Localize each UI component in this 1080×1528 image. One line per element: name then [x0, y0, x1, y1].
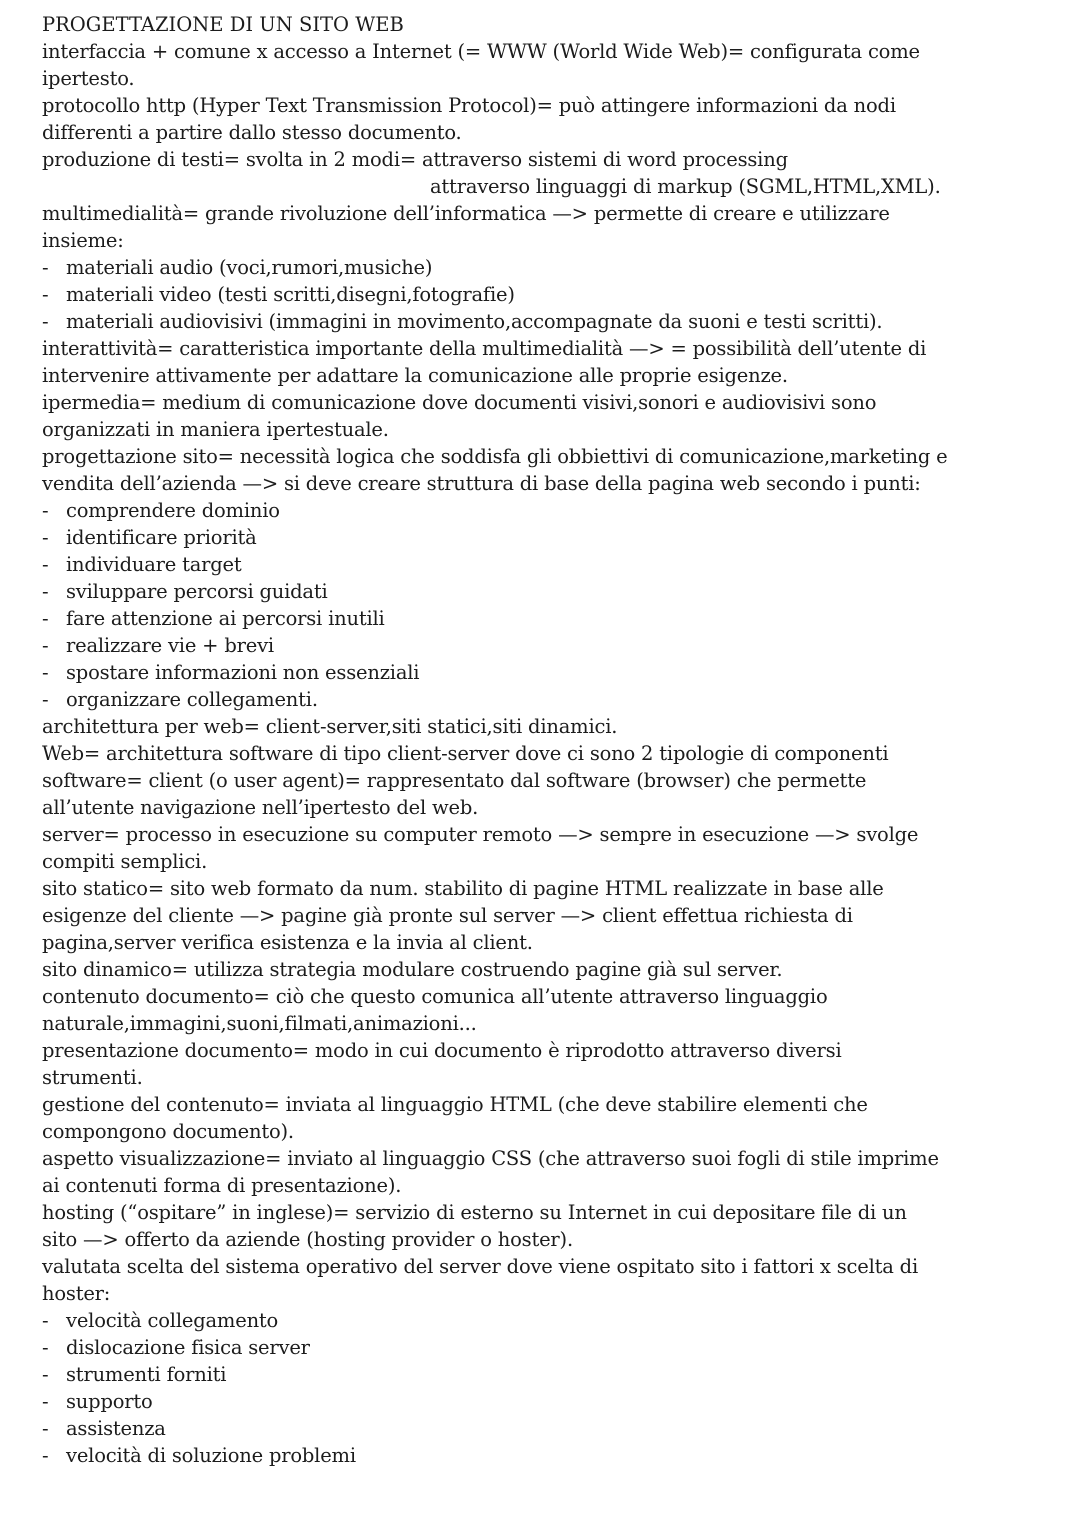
text-line: aspetto visualizzazione= inviato al linguaggio CSS (che attraverso suoi fogli di stile imprime [42, 1147, 939, 1170]
list-item: dislocazione fisica server [66, 1336, 310, 1359]
text-line: protocollo http (Hyper Text Transmission Protocol)= può attingere informazioni da nodi [42, 94, 896, 117]
text-line: interfaccia + comune x accesso a Internet (= WWW (World Wide Web)= configurata come [42, 40, 920, 63]
list-item: velocità collegamento [66, 1309, 279, 1332]
list-item: velocità di soluzione problemi [66, 1444, 356, 1467]
bullet-dash: - [42, 283, 49, 306]
text-line: progettazione sito= necessità logica che soddisfa gli obbiettivi di comunicazione,marketing e [42, 445, 948, 468]
bullet-dash: - [42, 1444, 49, 1467]
list-item: materiali video (testi scritti,disegni,fotografie) [66, 283, 515, 306]
bullet-dash: - [42, 256, 49, 279]
text-line: architettura per web= client-server,siti statici,siti dinamici. [42, 715, 618, 738]
text-line: gestione del contenuto= inviata al linguaggio HTML (che deve stabilire elementi che [42, 1093, 868, 1116]
bullet-dash: - [42, 1363, 49, 1386]
list-item: assistenza [66, 1417, 166, 1440]
bullet-dash: - [42, 310, 49, 333]
text-line: valutata scelta del sistema operativo del server dove viene ospitato sito i fattori x scelta di [42, 1255, 918, 1278]
list-item: fare attenzione ai percorsi inutili [66, 607, 385, 630]
text-line: differenti a partire dallo stesso documento. [42, 121, 462, 144]
text-line: attraverso linguaggi di markup (SGML,HTML,XML). [430, 175, 941, 198]
list-item: spostare informazioni non essenziali [66, 661, 420, 684]
list-item: identificare priorità [66, 526, 257, 549]
text-line: compiti semplici. [42, 850, 208, 873]
bullet-dash: - [42, 1336, 49, 1359]
text-line: sito —> offerto da aziende (hosting provider o hoster). [42, 1228, 573, 1251]
text-line: multimedialità= grande rivoluzione dell’informatica —> permette di creare e utilizzare [42, 202, 890, 225]
bullet-dash: - [42, 634, 49, 657]
text-line: hoster: [42, 1282, 111, 1305]
bullet-dash: - [42, 1390, 49, 1413]
list-item: sviluppare percorsi guidati [66, 580, 328, 603]
text-line: Web= architettura software di tipo client-server dove ci sono 2 tipologie di componenti [42, 742, 889, 765]
text-line: ipertesto. [42, 67, 135, 90]
list-item: materiali audiovisivi (immagini in movimento,accompagnate da suoni e testi scritti). [66, 310, 883, 333]
text-line: all’utente navigazione nell’ipertesto del web. [42, 796, 479, 819]
text-line: ai contenuti forma di presentazione). [42, 1174, 402, 1197]
text-line: sito dinamico= utilizza strategia modulare costruendo pagine già sul server. [42, 958, 783, 981]
bullet-dash: - [42, 661, 49, 684]
text-line: intervenire attivamente per adattare la comunicazione alle proprie esigenze. [42, 364, 788, 387]
bullet-dash: - [42, 688, 49, 711]
list-item: organizzare collegamenti. [66, 688, 318, 711]
text-line: produzione di testi= svolta in 2 modi= attraverso sistemi di word processing [42, 148, 788, 171]
text-line: organizzati in maniera ipertestuale. [42, 418, 389, 441]
text-line: server= processo in esecuzione su computer remoto —> sempre in esecuzione —> svolge [42, 823, 919, 846]
bullet-dash: - [42, 1417, 49, 1440]
text-line: ipermedia= medium di comunicazione dove documenti visivi,sonori e audiovisivi sono [42, 391, 877, 414]
text-line: presentazione documento= modo in cui documento è riprodotto attraverso diversi [42, 1039, 842, 1062]
bullet-dash: - [42, 553, 49, 576]
text-line: compongono documento). [42, 1120, 294, 1143]
list-item: materiali audio (voci,rumori,musiche) [66, 256, 433, 279]
text-line: pagina,server verifica esistenza e la invia al client. [42, 931, 533, 954]
text-line: strumenti. [42, 1066, 143, 1089]
bullet-dash: - [42, 607, 49, 630]
text-line: software= client (o user agent)= rappresentato dal software (browser) che permette [42, 769, 867, 792]
list-item: realizzare vie + brevi [66, 634, 274, 657]
list-item: individuare target [66, 553, 242, 576]
document-title: PROGETTAZIONE DI UN SITO WEB [42, 13, 404, 36]
text-line: interattività= caratteristica importante della multimedialità —> = possibilità dell’utente di [42, 337, 927, 360]
text-line: vendita dell’azienda —> si deve creare struttura di base della pagina web secondo i punti: [42, 472, 921, 495]
text-line: esigenze del cliente —> pagine già pronte sul server —> client effettua richiesta di [42, 904, 853, 927]
text-line: contenuto documento= ciò che questo comunica all’utente attraverso linguaggio [42, 985, 828, 1008]
text-line: sito statico= sito web formato da num. stabilito di pagine HTML realizzate in base alle [42, 877, 884, 900]
text-line: insieme: [42, 229, 124, 252]
text-line: naturale,immagini,suoni,filmati,animazioni... [42, 1012, 477, 1035]
list-item: strumenti forniti [66, 1363, 227, 1386]
bullet-dash: - [42, 499, 49, 522]
list-item: supporto [66, 1390, 153, 1413]
bullet-dash: - [42, 1309, 49, 1332]
text-line: hosting (“ospitare” in inglese)= servizio di esterno su Internet in cui depositare file di un [42, 1201, 907, 1224]
bullet-dash: - [42, 580, 49, 603]
list-item: comprendere dominio [66, 499, 280, 522]
bullet-dash: - [42, 526, 49, 549]
